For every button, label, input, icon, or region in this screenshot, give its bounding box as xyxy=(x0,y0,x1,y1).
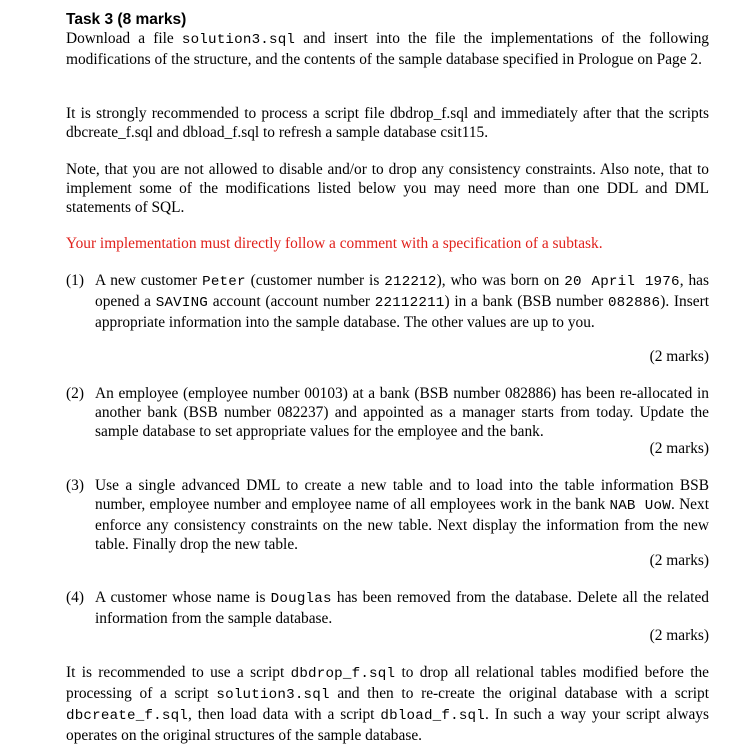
recommend-paragraph: It is strongly recommended to process a script file dbdrop_f.sql and immediately after that the scripts dbcreate_f.sql and dbload_f.sql to refresh a sample database csit115. xyxy=(66,105,709,141)
subtask-3 xyxy=(66,476,709,554)
subtask-2 xyxy=(66,384,709,441)
subtask-4-marks: (2 marks) xyxy=(649,627,709,644)
solution-file-name: solution3.sql xyxy=(181,32,296,48)
subtask-text: An employee (employee number 00103) at a bank (BSB number 082886) has been re-allocated in another bank (BSB number 082237) and appointed as a manager starts from today. Update the sample database to set appropriate values for the employee and the bank. xyxy=(95,385,709,440)
subtask-3-marks: (2 marks) xyxy=(649,552,709,569)
subtask-number: (4) xyxy=(66,589,84,606)
subtask-4 xyxy=(66,588,709,628)
file-name: solution3.sql xyxy=(216,687,330,703)
subtask-1-marks: (2 marks) xyxy=(649,348,709,365)
subtask-text: Use a single advanced DML to create a new table and to load into the table information BSB number, employee number and employee name of all employees work in the bank NAB UoW. Next enforce any consistency constraints on the new table. Next display the information from the new table. Finally drop the new table. xyxy=(95,477,709,553)
file-name: dbdrop_f.sql xyxy=(290,666,396,682)
intro-paragraph: Download a file solution3.sql and insert into the file the implementations of the following modifications of the structure, and the contents of the sample database specified in Prologue on Page 2. xyxy=(66,30,709,68)
subtask-text: A customer whose name is Douglas has been removed from the database. Delete all the related information from the sample database. xyxy=(95,589,709,627)
note-paragraph: Note, that you are not allowed to disable and/or to drop any consistency constraints. Also note, that to implement some of the modifications listed below you may need more than one DDL and DML statements of SQL. xyxy=(66,161,709,216)
file-name: dbload_f.sql xyxy=(380,708,485,724)
subtask-text: A new customer Peter (customer number is 212212), who was born on 20 April 1976, has opened a SAVING account (account number 22112211) in a bank (BSB number 082886). Insert appropriate information into the sample database. The other values are up to you. xyxy=(95,272,709,331)
subtask-number: (2) xyxy=(66,385,84,402)
file-name: dbcreate_f.sql xyxy=(66,708,188,724)
subtask-number: (1) xyxy=(66,272,84,289)
closing-paragraph: It is recommended to use a script dbdrop_f.sql to drop all relational tables modified before the processing of a script solution3.sql and then to re-create the original database with a script dbcreate_f.sql, then load data with a script dbload_f.sql. In such a way your script always operates on the original structures of the sample database. xyxy=(66,664,710,744)
subtask-number: (3) xyxy=(66,477,84,494)
warning-paragraph: Your implementation must directly follow a comment with a specification of a subtask. xyxy=(66,235,603,252)
subtask-1 xyxy=(66,271,709,332)
task-heading: Task 3 (8 marks) xyxy=(66,11,187,28)
subtask-2-marks: (2 marks) xyxy=(649,440,709,457)
